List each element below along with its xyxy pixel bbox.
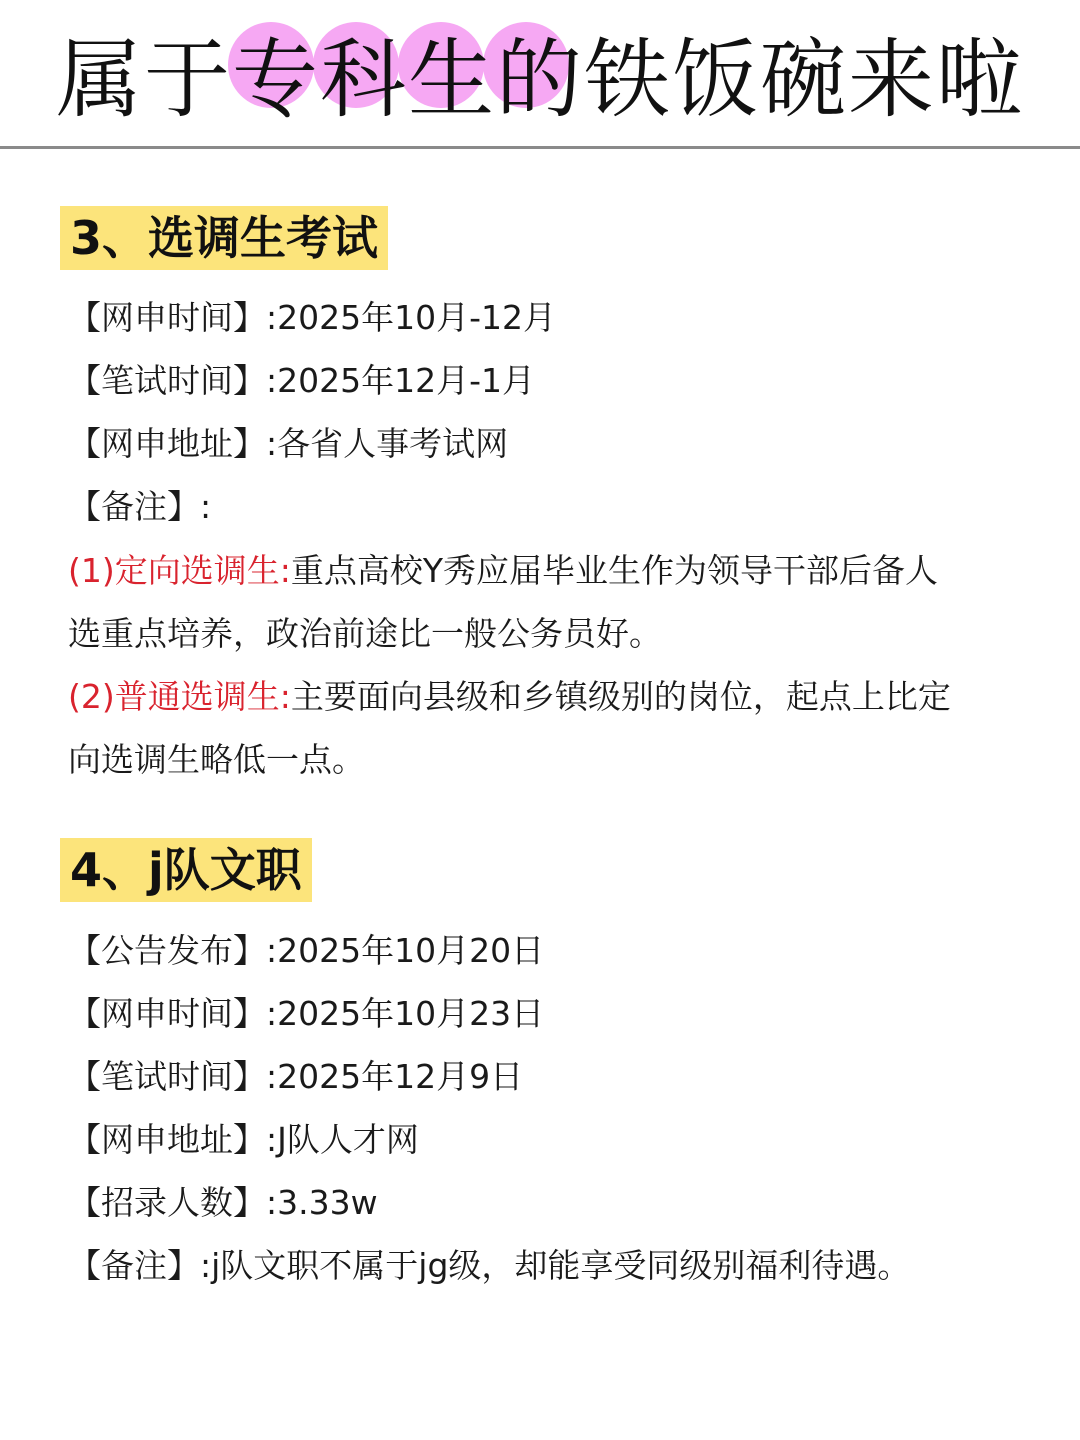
note-paragraph [68,665,968,791]
info-value: :各省人事考试网 [266,424,509,463]
page-title: 属于专科生的铁饭碗来啦 [56,30,1024,130]
info-label: 【备注】 [68,487,200,526]
info-row [68,424,508,464]
note-text: 主要面向县级和乡镇级别的岗位，起点上比定向选调生略低一点。 [68,677,951,779]
section-heading: 4、j队文职 [60,838,312,902]
info-row [68,1183,378,1223]
info-row [68,298,556,338]
info-value: :2025年10月23日 [266,994,545,1033]
info-label: 【网申地址】 [68,424,266,463]
info-value: :2025年12月-1月 [266,361,535,400]
note-prefix: (1)定向选调生: [68,551,291,590]
info-label: 【备注】 [68,1246,200,1285]
info-label: 【网申时间】 [68,994,266,1033]
note-paragraph [68,539,968,665]
info-label: 【笔试时间】 [68,1057,266,1096]
title-divider [0,146,1080,149]
info-label: 【笔试时间】 [68,361,266,400]
title-banner [0,0,1080,150]
info-label: 【网申地址】 [68,1120,266,1159]
info-row [68,1120,419,1160]
info-label: 【网申时间】 [68,298,266,337]
info-value: :3.33w [266,1183,378,1222]
note-prefix: (2)普通选调生: [68,677,291,716]
info-value: : [200,487,212,526]
info-value: :2025年10月20日 [266,931,545,970]
info-label: 【公告发布】 [68,931,266,970]
info-label: 【招录人数】 [68,1183,266,1222]
info-value: :2025年10月-12月 [266,298,556,337]
info-value: :J队人才网 [266,1120,419,1159]
info-value: :2025年12月9日 [266,1057,524,1096]
info-value: :j队文职不属于jg级，却能享受同级别福利待遇。 [200,1246,911,1285]
info-row [68,361,535,401]
info-row [68,487,211,527]
section-heading: 3、选调生考试 [60,206,388,270]
info-row [68,1057,523,1097]
info-row [68,994,544,1034]
info-row [68,931,544,971]
info-row [68,1246,910,1286]
note-text: 重点高校Y秀应届毕业生作为领导干部后备人选重点培养，政治前途比一般公务员好。 [68,551,939,653]
